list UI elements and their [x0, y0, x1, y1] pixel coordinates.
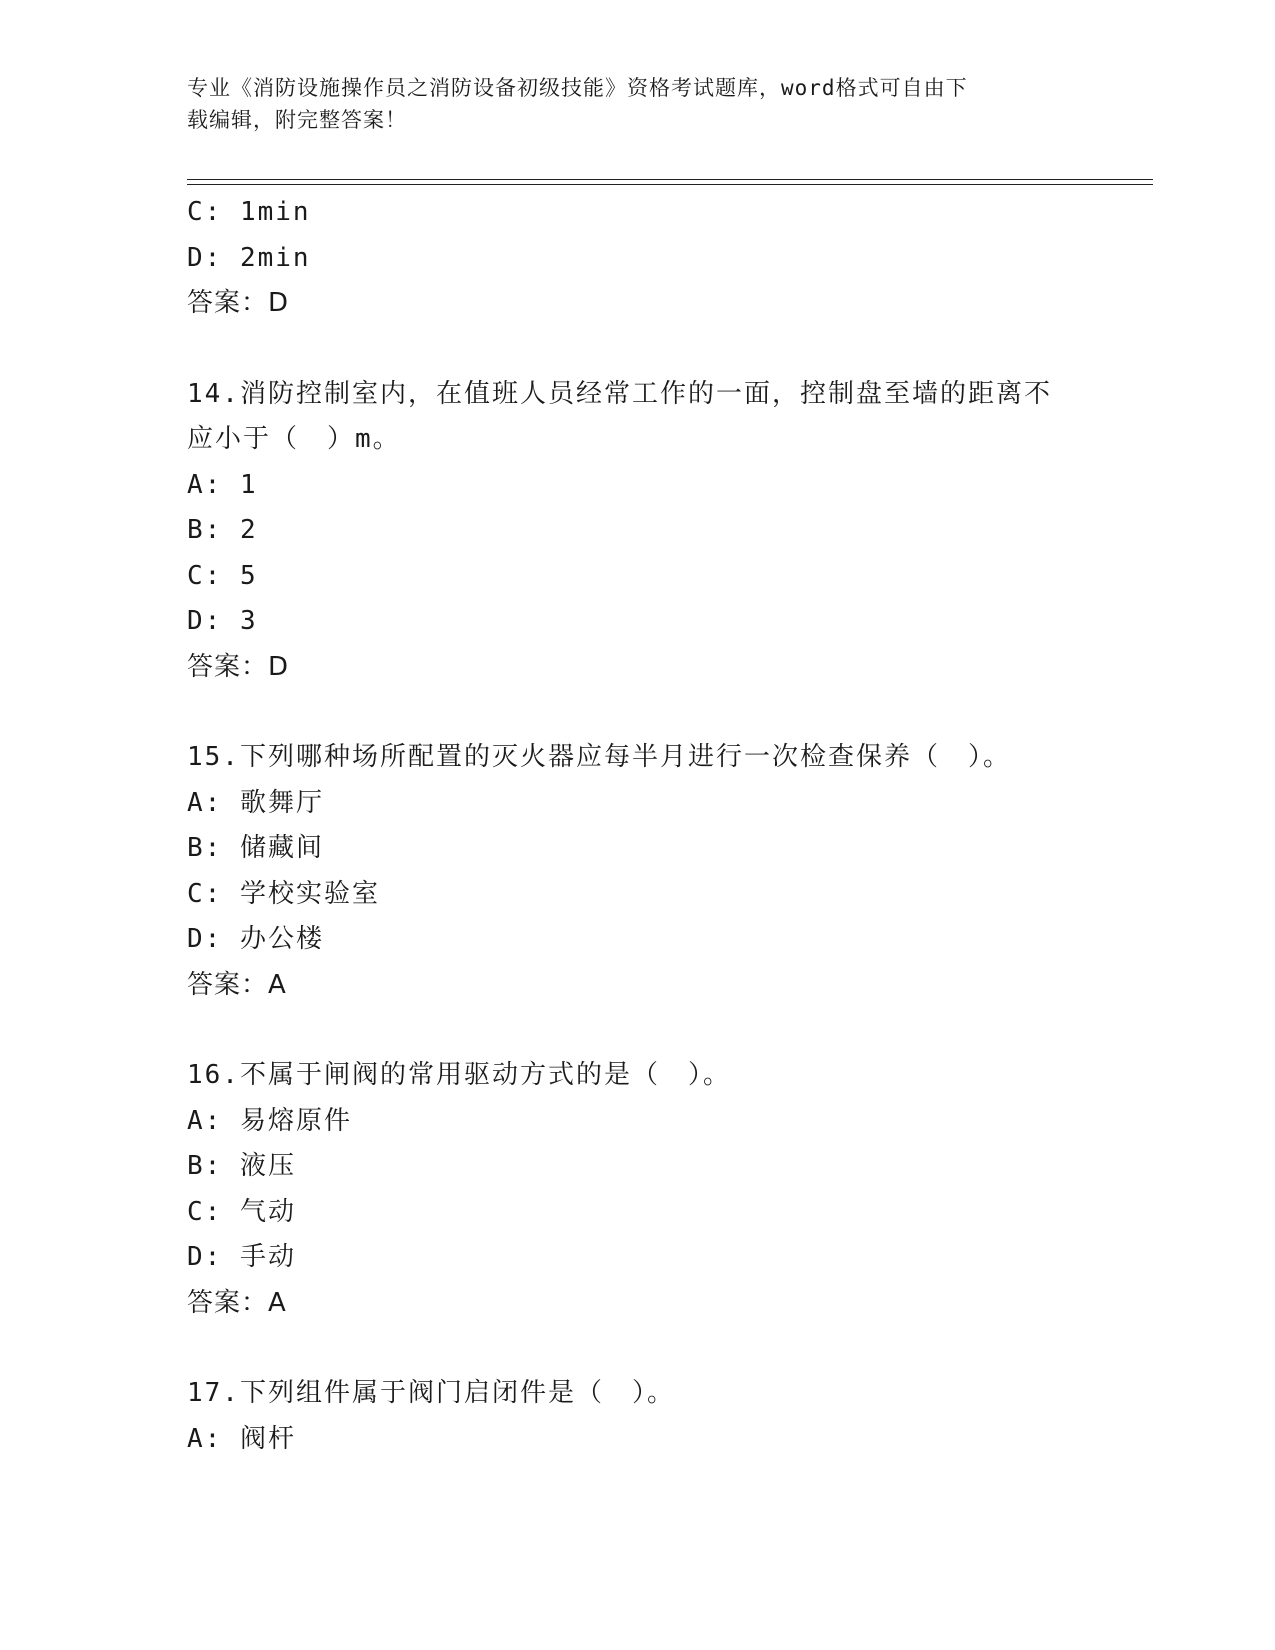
header-line-2: 载编辑，附完整答案！	[187, 108, 407, 132]
option-d: D: 办公楼	[187, 924, 324, 954]
question-15	[187, 735, 1087, 1008]
option-a: A: 歌舞厅	[187, 787, 324, 818]
question-list	[187, 190, 1087, 1462]
header-rule-top	[187, 179, 1153, 180]
question-13-continued	[187, 190, 1087, 327]
question-16	[187, 1053, 1087, 1326]
option-c: C: 学校实验室	[187, 878, 380, 909]
option-b: B: 储藏间	[187, 833, 324, 863]
question-text: 17.下列组件属于阀门启闭件是（ ）。	[187, 1378, 675, 1408]
option-d: D: 3	[187, 606, 258, 636]
option-c: C: 1min	[187, 197, 311, 227]
option-c: C: 气动	[187, 1196, 296, 1227]
question-17	[187, 1371, 1087, 1462]
option-a: A: 阀杆	[187, 1423, 296, 1454]
question-text: 14.消防控制室内，在值班人员经常工作的一面，控制盘至墙的距离不	[187, 378, 1052, 409]
option-b: B: 液压	[187, 1151, 296, 1181]
answer-line: 答案：A	[187, 1287, 287, 1318]
answer-line: 答案：A	[187, 969, 287, 1000]
header-line-1: 专业《消防设施操作员之消防设备初级技能》资格考试题库，word格式可自由下	[187, 76, 968, 100]
option-d: D: 2min	[187, 242, 311, 273]
answer-line: 答案：D	[187, 288, 290, 318]
document-header	[187, 72, 1087, 136]
question-text: 15.下列哪种场所配置的灭火器应每半月进行一次检查保养（ ）。	[187, 742, 1011, 772]
header-rule-bottom	[187, 184, 1153, 185]
option-d: D: 手动	[187, 1242, 296, 1272]
option-a: A: 1	[187, 469, 258, 500]
option-c: C: 5	[187, 560, 258, 591]
question-14	[187, 372, 1087, 691]
option-b: B: 2	[187, 515, 258, 545]
question-text: 16.不属于闸阀的常用驱动方式的是（ ）。	[187, 1060, 731, 1090]
option-a: A: 易熔原件	[187, 1105, 352, 1136]
answer-line: 答案：D	[187, 651, 290, 682]
question-text-cont: 应小于（ ）m。	[187, 424, 401, 454]
